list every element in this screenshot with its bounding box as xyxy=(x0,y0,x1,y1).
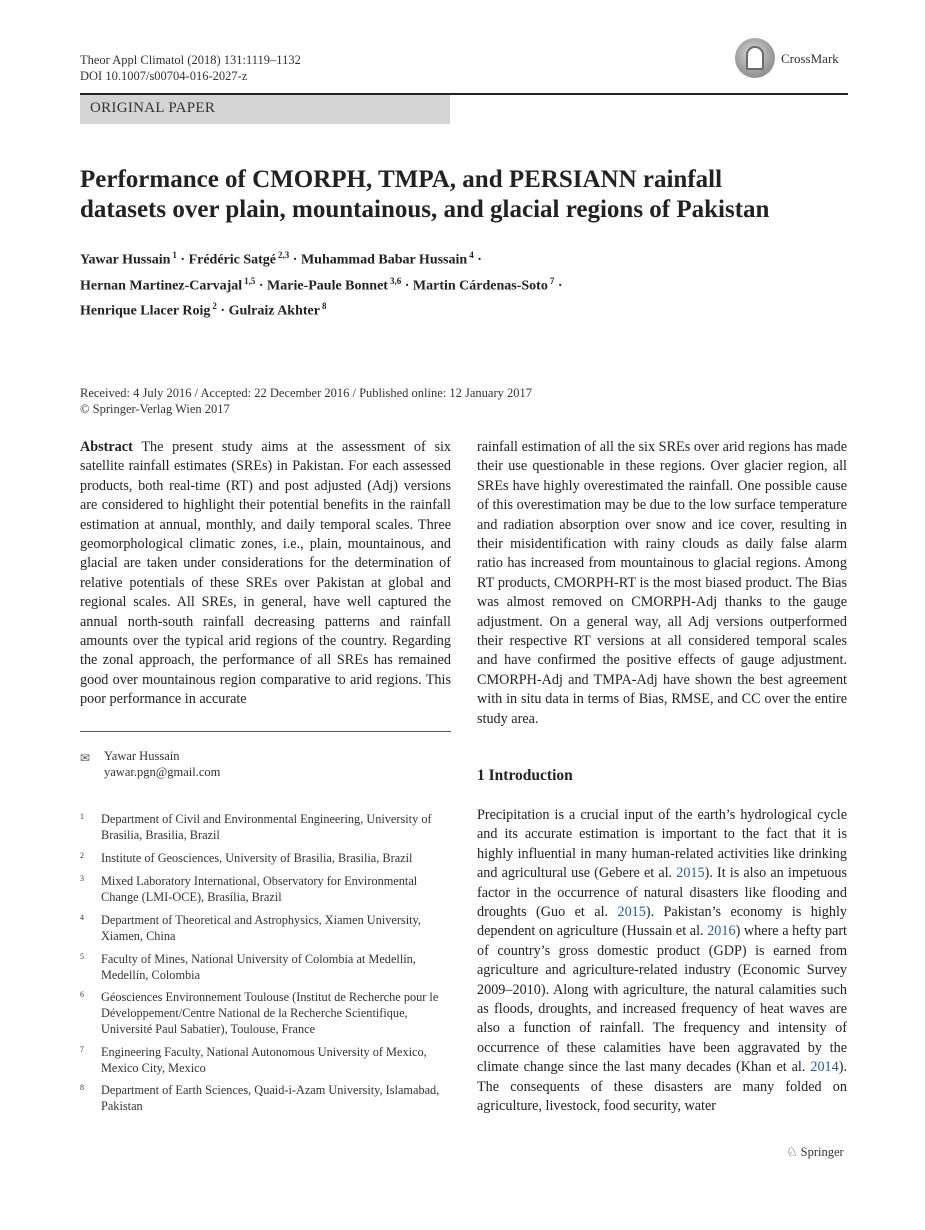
journal-citation: Theor Appl Climatol (2018) 131:1119–1132 xyxy=(80,53,301,67)
abstract-paragraph xyxy=(80,438,451,710)
author-affiliation-ref: 2 xyxy=(212,301,217,312)
crossmark-label: CrossMark xyxy=(781,51,839,66)
springer-horse-icon: ♘ xyxy=(786,1144,798,1159)
abstract-text-right: rainfall estimation of all the six SREs over arid regions has made their use questionable in these regions. Over glacier region, all SREs have highly overestimated the rainfall. One possible cause of this overestimation may be due to the low surface temperature and radiation absorption over snow and ice cover, resulting in their misidentification with rainy clouds as daily false alarm ratio has increased from mountainous to glacial regions. Among RT products, CMORPH-RT is the most biased product. The Bias was almost removed on CMORPH-Adj thanks to the gauge adjustment. On a general way, all Adj versions outperformed their respective RT versions at all considered temporal scales and have confirmed the positive effects of gauge adjustment. CMORPH-Adj and TMPA-Adj have shown the best agreement with in situ data in terms of Bias, RMSE, and CC over the entire study area. xyxy=(477,439,847,727)
affiliation-item xyxy=(80,951,452,983)
author-affiliation-ref: 3,6 xyxy=(389,275,402,286)
title-line-2: datasets over plain, mountainous, and glacial regions of Pakistan xyxy=(80,196,770,223)
author-affiliation-ref: 7 xyxy=(549,275,555,286)
intro-text: ). Pakistan’s economy is highly dependent on agriculture (Hussain et al. xyxy=(477,904,847,940)
affiliation-item xyxy=(80,1044,452,1076)
author-name[interactable]: Marie-Paule Bonnet xyxy=(267,278,388,294)
author-affiliation-ref: 4 xyxy=(469,250,474,260)
affiliation-number: 2 xyxy=(80,851,84,860)
abstract-text-left: The present study aims at the assessment of six satellite rainfall estimates (SREs) in Pakistan. For each assessed products, both real-time (RT) and post adjusted (Adj) versions are considered to highlight their potential benefits in the rainfall estimation at annual, monthly, and daily temporal scales. Three geomorphological climatic zones, i.e., plain, mountainous, and glacial are taken under considerations for the determination of relative potentials of these SREs over Pakistan at global and regional scales. All SREs, in general, have well captured the annual north-south rainfall decreasing patterns and rainfall amounts over the typical arid regions of the country. Regarding the zonal approach, the performance of all SREs has remained good over mountainous region comparative to arid regions. This poor performance in accurate xyxy=(80,439,451,708)
introduction-paragraph xyxy=(477,806,847,1117)
affiliation-item xyxy=(80,850,452,866)
citation-link[interactable]: 2015 xyxy=(617,904,646,921)
doi-link[interactable]: DOI 10.1007/s00704-016-2027-z xyxy=(80,69,248,83)
abstract-right-column xyxy=(477,438,847,729)
title-line-1: Performance of CMORPH, TMPA, and PERSIANN rainfall xyxy=(80,166,723,193)
crossmark-icon xyxy=(735,38,775,78)
affiliation-text: Faculty of Mines, National University of Colombia at Medellín, Medellín, Colombia xyxy=(101,952,416,982)
author-line-3: Henrique Llacer Roig $^2$ · Gulraiz Akhter $^8$ xyxy=(80,301,327,319)
introduction-column xyxy=(477,806,847,1117)
received-accepted-published: Received: 4 July 2016 / Accepted: 22 December 2016 / Published online: 12 January 2017 xyxy=(80,386,532,400)
author-name[interactable]: Muhammad Babar Hussain xyxy=(300,252,468,268)
author-line-1: Yawar Hussain $^1$ · Frédéric Satgé $^{2,3}$ · Muhammad Babar Hussain $^4$ · xyxy=(80,250,482,268)
abstract-label: Abstract xyxy=(80,439,133,455)
affiliation-item xyxy=(80,1082,452,1114)
copyright-line: © Springer-Verlag Wien 2017 xyxy=(80,402,230,416)
affiliation-number: 3 xyxy=(80,874,84,883)
intro-text: ). It is also an impetuous factor in the occurrence of natural disasters like flooding and droughts (Guo et al. xyxy=(477,865,847,921)
author-affiliation-ref: 1 xyxy=(172,250,177,260)
journal-meta xyxy=(80,52,301,84)
affiliation-text: Institute of Geosciences, University of Brasilia, Brasilia, Brazil xyxy=(101,851,413,865)
crossmark-badge[interactable] xyxy=(735,38,850,82)
author-list xyxy=(80,245,850,322)
affiliation-number: 6 xyxy=(80,990,84,999)
author-name[interactable]: Gulraiz Akhter xyxy=(228,303,320,319)
affiliation-text: Engineering Faculty, National Autonomous University of Mexico, Mexico City, Mexico xyxy=(101,1045,427,1075)
author-name[interactable]: Hernan Martinez-Carvajal xyxy=(80,278,243,294)
intro-text: ) where a hefty part of country’s gross domestic product (GDP) is earned from agriculture and agriculture-related industry (Economic Survey 2009–2010). Along with agriculture, the natural calamities such as floods, droughts, and increased frequency of heat waves are also a function of rainfall. The frequency and intensity of occurrence of these calamities have been aggravated by the climate change since the last many decades (Khan et al. xyxy=(477,923,847,1076)
affiliation-text: Géosciences Environnement Toulouse (Institut de Recherche pour le Développement/Centre National de la Recherche Scientifique, Université Paul Sabatier), Toulouse, France xyxy=(101,990,439,1036)
corresponding-author xyxy=(80,748,220,780)
author-affiliation-ref: 8 xyxy=(321,301,327,312)
citation-link[interactable]: 2014 xyxy=(810,1059,839,1076)
affiliation-text: Department of Theoretical and Astrophysics, Xiamen University, Xiamen, China xyxy=(101,913,421,943)
affiliation-text: Mixed Laboratory International, Observatory for Environmental Change (LMI-OCE), Brasília, Brazil xyxy=(101,874,418,904)
citation-link[interactable]: 2016 xyxy=(707,923,736,940)
publication-dates xyxy=(80,385,532,417)
intro-text: ). The consequents of these disasters are many folded on agriculture, livestock, food security, water xyxy=(477,1059,847,1115)
author-name[interactable]: Yawar Hussain xyxy=(80,252,171,268)
abstract-left-column xyxy=(80,438,451,710)
envelope-icon: ✉ xyxy=(80,751,91,765)
author-affiliation-ref: 2,3 xyxy=(278,250,290,260)
section-heading-introduction: 1 Introduction xyxy=(477,767,573,784)
affiliation-number: 7 xyxy=(80,1045,84,1054)
author-name[interactable]: Henrique Llacer Roig xyxy=(80,303,211,319)
affiliation-text: Department of Civil and Environmental Engineering, University of Brasilia, Brasilia, Brazil xyxy=(101,812,432,842)
author-line-2: Hernan Martinez-Carvajal $^{1,5}$ · Marie-Paule Bonnet $^{3,6}$ · Martin Cárdenas-Soto $^7$ · xyxy=(80,275,563,294)
affiliation-item xyxy=(80,811,452,843)
affiliation-number: 1 xyxy=(80,812,84,821)
affiliation-number: 4 xyxy=(80,913,84,922)
publisher-name: Springer xyxy=(800,1145,844,1159)
corresponding-author-name: Yawar Hussain xyxy=(104,749,180,763)
affiliation-item xyxy=(80,989,452,1037)
affiliation-item xyxy=(80,912,452,944)
affiliation-number: 8 xyxy=(80,1083,84,1092)
affiliation-item xyxy=(80,873,452,905)
author-name[interactable]: Frédéric Satgé xyxy=(188,252,277,268)
corresponding-author-email[interactable]: yawar.pgn@gmail.com xyxy=(104,765,221,779)
author-affiliation-ref: 1,5 xyxy=(244,275,256,286)
affiliation-text: Department of Earth Sciences, Quaid-i-Azam University, Islamabad, Pakistan xyxy=(101,1083,440,1113)
intro-text: Precipitation is a crucial input of the earth’s hydrological cycle and its accurate estimation is important to the fact that it is highly influential in many human-related activities like drinking and agricultural use (Gebere et al. xyxy=(477,807,847,882)
section-tag-label: ORIGINAL PAPER xyxy=(90,100,216,116)
footnote-rule xyxy=(80,731,451,732)
author-name[interactable]: Martin Cárdenas-Soto xyxy=(412,278,548,294)
paper-title xyxy=(80,165,850,225)
publisher-logo xyxy=(786,1144,844,1160)
affiliation-number: 5 xyxy=(80,952,84,961)
citation-link[interactable]: 2015 xyxy=(676,865,705,882)
section-tag xyxy=(80,95,450,124)
